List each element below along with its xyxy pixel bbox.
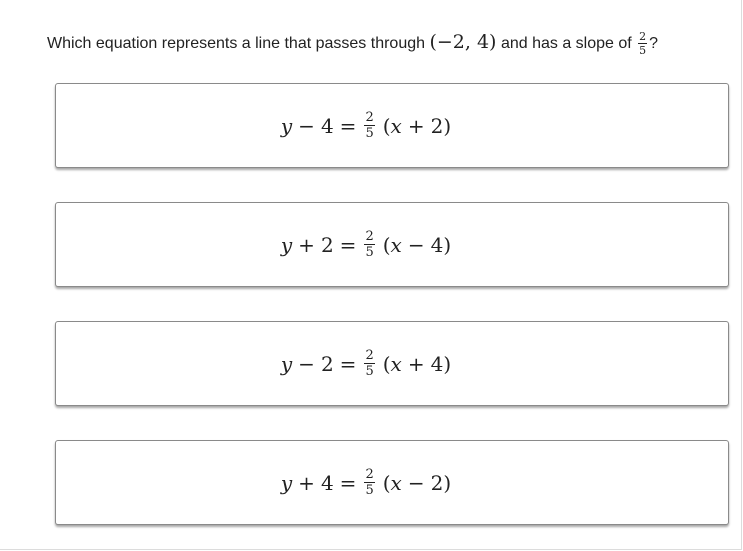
equation-rhs-var: x [390,232,402,257]
equation-lhs-var: y [280,351,293,376]
equals-sign: = [339,113,357,138]
answer-choice-a[interactable] [55,83,729,168]
fraction-denominator: 5 [365,364,374,379]
equation-rhs-var: x [390,470,402,495]
equation-rhs-op: + [407,351,425,376]
equals-sign: = [339,351,357,376]
fraction-numerator: 2 [365,110,374,125]
equation-lhs-op: − [298,113,315,138]
answer-choice-c[interactable] [55,321,729,406]
equation-rhs-op: − [407,232,425,257]
equation-lhs-const: 2 [320,351,334,376]
equation [281,349,451,378]
equation-rhs-op: + [407,113,425,138]
paren-open: ( [382,113,391,138]
paren-open: ( [382,351,391,376]
question-text [47,28,658,58]
slope-numerator: 2 [639,30,647,44]
question-prefix: Which equation represents a line that passes through [47,35,426,52]
equals-sign: = [339,470,357,495]
fraction-denominator: 5 [365,126,374,141]
equals-sign: = [339,232,357,257]
equation-rhs-var: x [390,113,402,138]
slope-fraction [364,111,374,140]
paren-close: ) [443,470,452,495]
equation-rhs-const: 2 [430,113,444,138]
fraction-numerator: 2 [365,229,374,244]
equation-rhs-const: 2 [430,470,444,495]
equation-lhs-op: − [298,351,315,376]
equation-lhs-op: + [298,470,315,495]
equation-lhs-op: + [298,232,315,257]
equation-lhs-const: 2 [320,232,334,257]
equation-lhs-const: 4 [320,470,334,495]
fraction-denominator: 5 [365,483,374,498]
equation-lhs-const: 4 [320,113,334,138]
fraction-numerator: 2 [365,348,374,363]
slope-fraction [364,230,374,259]
question-suffix: ? [649,35,659,52]
question-point: (−2, 4) [429,31,497,53]
paren-close: ) [443,113,452,138]
equation-lhs-var: y [280,470,293,495]
slope-denominator: 5 [639,44,647,58]
fraction-numerator: 2 [365,467,374,482]
answer-choice-b[interactable] [55,202,729,287]
equation-lhs-var: y [280,113,293,138]
paren-close: ) [443,351,452,376]
slope-fraction [364,349,374,378]
equation-rhs-op: − [407,470,425,495]
equation [281,468,451,497]
paren-open: ( [382,232,391,257]
slope-fraction [364,468,374,497]
answer-choice-d[interactable] [55,440,729,525]
equation [281,111,451,140]
answer-choices [55,83,731,525]
paren-close: ) [443,232,452,257]
question-middle: and has a slope of [500,35,632,52]
equation-rhs-var: x [390,351,402,376]
equation-rhs-const: 4 [430,351,444,376]
equation [281,230,451,259]
equation-rhs-const: 4 [430,232,444,257]
paren-open: ( [382,470,391,495]
fraction-denominator: 5 [365,245,374,260]
equation-lhs-var: y [280,232,293,257]
question-slope-fraction [638,31,647,56]
